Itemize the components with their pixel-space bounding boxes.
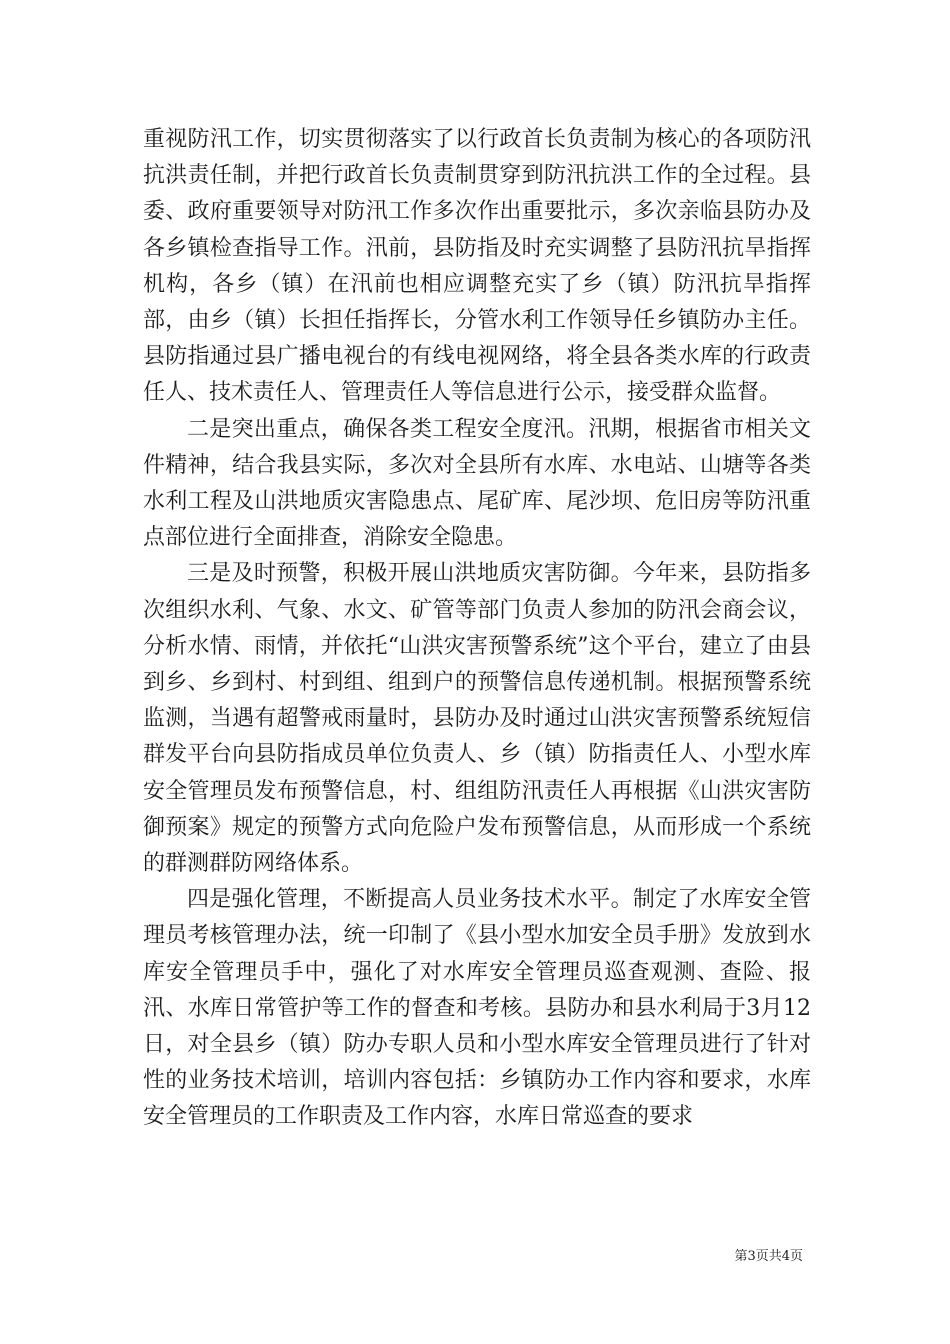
paragraph-early-warning: 三是及时预警，积极开展山洪地质灾害防御。今年来，县防指多次组织水利、气象、水文、矿管等部门负责人参加的防汛会商会议，分析水情、雨情，并依托“山洪灾害预警系统”这个平台，建立了由县到乡、乡到村、村到组、组到户的预警信息传递机制。根据预警系统监测，当遇有超警戒雨量时，县防办及时通过山洪灾害预警系统短信群发平台向县防指成员单位负责人、乡（镇）防指责任人、小型水库安全管理员发布预警信息，村、组组防汛责任人再根据《山洪灾害防御预案》规定的预警方式向危险户发布预警信息，从而形成一个系统的群测群防网络体系。 bbox=[143, 561, 811, 877]
paragraph-continuation: 重视防汛工作，切实贯彻落实了以行政首长负责制为核心的各项防汛抗洪责任制，并把行政首长负责制贯穿到防汛抗洪工作的全过程。县委、政府重要领导对防汛工作多次作出重要批示，多次亲临县防办及各乡镇检查指导工作。汛前，县防指及时充实调整了县防汛抗旱指挥机构，各乡（镇）在汛前也相应调整充实了乡（镇）防汛抗旱指挥部，由乡（镇）长担任指挥长，分管水利工作领导任乡镇防办主任。县防指通过县广播电视台的有线电视网络，将全县各类水库的行政责任人、技术责任人、管理责任人等信息进行公示，接受群众监督。 bbox=[143, 127, 811, 406]
paragraph-management-training: 四是强化管理，不断提高人员业务技术水平。制定了水库安全管理员考核管理办法，统一印制了《县小型水加安全员手册》发放到水库安全管理员手中，强化了对水库安全管理员巡查观测、查险、报汛、水库日常管护等工作的督查和考核。县防办和县水利局于3月12日，对全县乡（镇）防办专职人员和小型水库安全管理员进行了针对性的业务技术培训，培训内容包括：乡镇防办工作内容和要求，水库安全管理员的工作职责及工作内容，水库日常巡查的要求 bbox=[143, 887, 811, 1130]
document-body bbox=[143, 122, 811, 1136]
paragraph-key-points: 二是突出重点，确保各类工程安全度汛。汛期，根据省市相关文件精神，结合我县实际，多次对全县所有水库、水电站、山塘等各类水利工程及山洪地质灾害隐患点、尾矿库、尾沙坝、危旧房等防汛重点部位进行全面排查，消除安全隐患。 bbox=[143, 416, 811, 551]
page-number-footer: 第3页共4页 bbox=[734, 1249, 803, 1264]
